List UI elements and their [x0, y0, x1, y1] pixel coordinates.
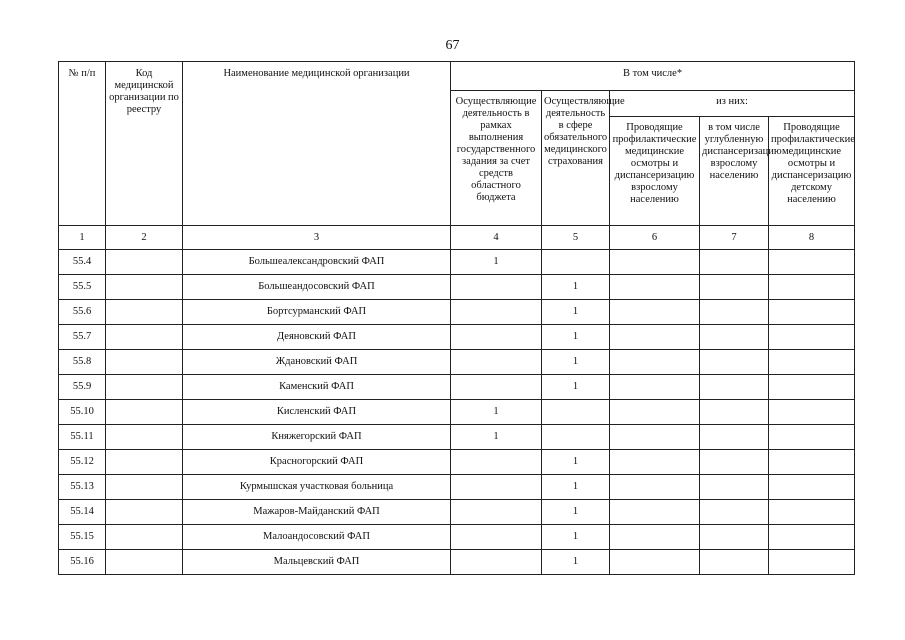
row-in-depth-flag [700, 525, 769, 550]
header-org-code: Код медицинской организации по реестру [106, 62, 183, 226]
row-adult-flag [610, 500, 700, 525]
row-budget-flag: 1 [451, 400, 542, 425]
row-child-flag [769, 275, 855, 300]
table-row [59, 325, 855, 350]
row-in-depth-flag [700, 375, 769, 400]
row-code [106, 325, 183, 350]
row-budget-flag [451, 550, 542, 575]
table-row [59, 450, 855, 475]
row-index: 55.7 [59, 325, 106, 350]
row-org-name: Красногорский ФАП [183, 450, 451, 475]
row-child-flag [769, 525, 855, 550]
row-in-depth-flag [700, 500, 769, 525]
header-in-depth-checkups: в том числе углубленную диспансеризацию взрослому населению [700, 117, 769, 226]
row-in-depth-flag [700, 350, 769, 375]
row-index: 55.4 [59, 250, 106, 275]
row-code [106, 425, 183, 450]
table-row [59, 375, 855, 400]
row-org-name: Мажаров-Майданский ФАП [183, 500, 451, 525]
row-index: 55.9 [59, 375, 106, 400]
row-index: 55.16 [59, 550, 106, 575]
table-row [59, 275, 855, 300]
row-code [106, 450, 183, 475]
medical-organizations-table [58, 61, 855, 575]
row-budget-flag [451, 450, 542, 475]
row-code [106, 475, 183, 500]
column-number: 8 [769, 226, 855, 250]
row-oms-flag: 1 [542, 275, 610, 300]
row-org-name: Ждановский ФАП [183, 350, 451, 375]
row-oms-flag [542, 425, 610, 450]
table-row [59, 525, 855, 550]
row-org-name: Большеалександровский ФАП [183, 250, 451, 275]
row-code [106, 400, 183, 425]
row-code [106, 275, 183, 300]
row-oms-flag: 1 [542, 550, 610, 575]
column-number: 3 [183, 226, 451, 250]
row-oms-flag: 1 [542, 450, 610, 475]
row-adult-flag [610, 250, 700, 275]
row-child-flag [769, 425, 855, 450]
row-code [106, 350, 183, 375]
row-oms-flag: 1 [542, 375, 610, 400]
row-budget-flag [451, 325, 542, 350]
row-code [106, 250, 183, 275]
table-row [59, 300, 855, 325]
header-number: № п/п [59, 62, 106, 226]
row-in-depth-flag [700, 325, 769, 350]
row-in-depth-flag [700, 250, 769, 275]
row-oms-flag: 1 [542, 350, 610, 375]
row-child-flag [769, 400, 855, 425]
row-oms-flag: 1 [542, 500, 610, 525]
row-index: 55.11 [59, 425, 106, 450]
row-budget-flag [451, 350, 542, 375]
column-number: 5 [542, 226, 610, 250]
row-index: 55.14 [59, 500, 106, 525]
row-child-flag [769, 250, 855, 275]
row-adult-flag [610, 300, 700, 325]
row-budget-flag [451, 275, 542, 300]
row-in-depth-flag [700, 475, 769, 500]
header-including-group: В том числе* [451, 62, 855, 91]
row-adult-flag [610, 550, 700, 575]
row-index: 55.12 [59, 450, 106, 475]
row-code [106, 375, 183, 400]
row-child-flag [769, 350, 855, 375]
row-org-name: Деяновский ФАП [183, 325, 451, 350]
header-org-name: Наименование медицинской организации [183, 62, 451, 226]
row-adult-flag [610, 425, 700, 450]
table-row [59, 250, 855, 275]
row-org-name: Княжегорский ФАП [183, 425, 451, 450]
table-row [59, 550, 855, 575]
row-org-name: Каменский ФАП [183, 375, 451, 400]
column-number: 4 [451, 226, 542, 250]
column-number: 1 [59, 226, 106, 250]
row-in-depth-flag [700, 300, 769, 325]
row-index: 55.13 [59, 475, 106, 500]
row-budget-flag: 1 [451, 425, 542, 450]
row-oms-flag [542, 400, 610, 425]
row-index: 55.10 [59, 400, 106, 425]
row-org-name: Кисленский ФАП [183, 400, 451, 425]
row-child-flag [769, 550, 855, 575]
row-adult-flag [610, 325, 700, 350]
row-budget-flag [451, 500, 542, 525]
row-in-depth-flag [700, 275, 769, 300]
row-code [106, 550, 183, 575]
row-org-name: Мальцевский ФАП [183, 550, 451, 575]
row-org-name: Курмышская участковая больница [183, 475, 451, 500]
row-budget-flag [451, 475, 542, 500]
row-budget-flag [451, 375, 542, 400]
row-index: 55.6 [59, 300, 106, 325]
row-adult-flag [610, 475, 700, 500]
row-adult-flag [610, 350, 700, 375]
header-regional-budget: Осуществляющие деятельность в рамках выполнения государственного задания за счет средств областного бюджета [451, 91, 542, 226]
header-child-checkups: Проводящие профилактические медицинские осмотры и диспансеризацию детскому населению [769, 117, 855, 226]
row-index: 55.8 [59, 350, 106, 375]
row-in-depth-flag [700, 400, 769, 425]
row-in-depth-flag [700, 550, 769, 575]
header-of-them: из них: [610, 91, 855, 117]
row-child-flag [769, 325, 855, 350]
row-adult-flag [610, 275, 700, 300]
row-code [106, 300, 183, 325]
row-in-depth-flag [700, 425, 769, 450]
header-oms: Осуществляющие деятельность в сфере обязательного медицинского страхования [542, 91, 610, 226]
table-row [59, 425, 855, 450]
row-org-name: Большеандосовский ФАП [183, 275, 451, 300]
row-child-flag [769, 500, 855, 525]
column-number-row [59, 226, 855, 250]
column-number: 6 [610, 226, 700, 250]
column-number: 2 [106, 226, 183, 250]
row-budget-flag [451, 300, 542, 325]
table-row [59, 475, 855, 500]
row-adult-flag [610, 400, 700, 425]
table-row [59, 400, 855, 425]
row-adult-flag [610, 375, 700, 400]
table-row [59, 500, 855, 525]
page-number: 67 [445, 38, 460, 53]
row-code [106, 500, 183, 525]
row-adult-flag [610, 525, 700, 550]
row-code [106, 525, 183, 550]
row-org-name: Бортсурманский ФАП [183, 300, 451, 325]
row-oms-flag: 1 [542, 300, 610, 325]
row-in-depth-flag [700, 450, 769, 475]
row-budget-flag: 1 [451, 250, 542, 275]
row-oms-flag: 1 [542, 475, 610, 500]
row-oms-flag: 1 [542, 525, 610, 550]
row-oms-flag [542, 250, 610, 275]
row-child-flag [769, 475, 855, 500]
row-budget-flag [451, 525, 542, 550]
row-index: 55.15 [59, 525, 106, 550]
row-child-flag [769, 375, 855, 400]
row-child-flag [769, 450, 855, 475]
table-row [59, 350, 855, 375]
header-adult-checkups: Проводящие профилактические медицинские осмотры и диспансеризацию взрослому населению [610, 117, 700, 226]
row-adult-flag [610, 450, 700, 475]
row-oms-flag: 1 [542, 325, 610, 350]
row-org-name: Малоандосовский ФАП [183, 525, 451, 550]
row-index: 55.5 [59, 275, 106, 300]
column-number: 7 [700, 226, 769, 250]
row-child-flag [769, 300, 855, 325]
